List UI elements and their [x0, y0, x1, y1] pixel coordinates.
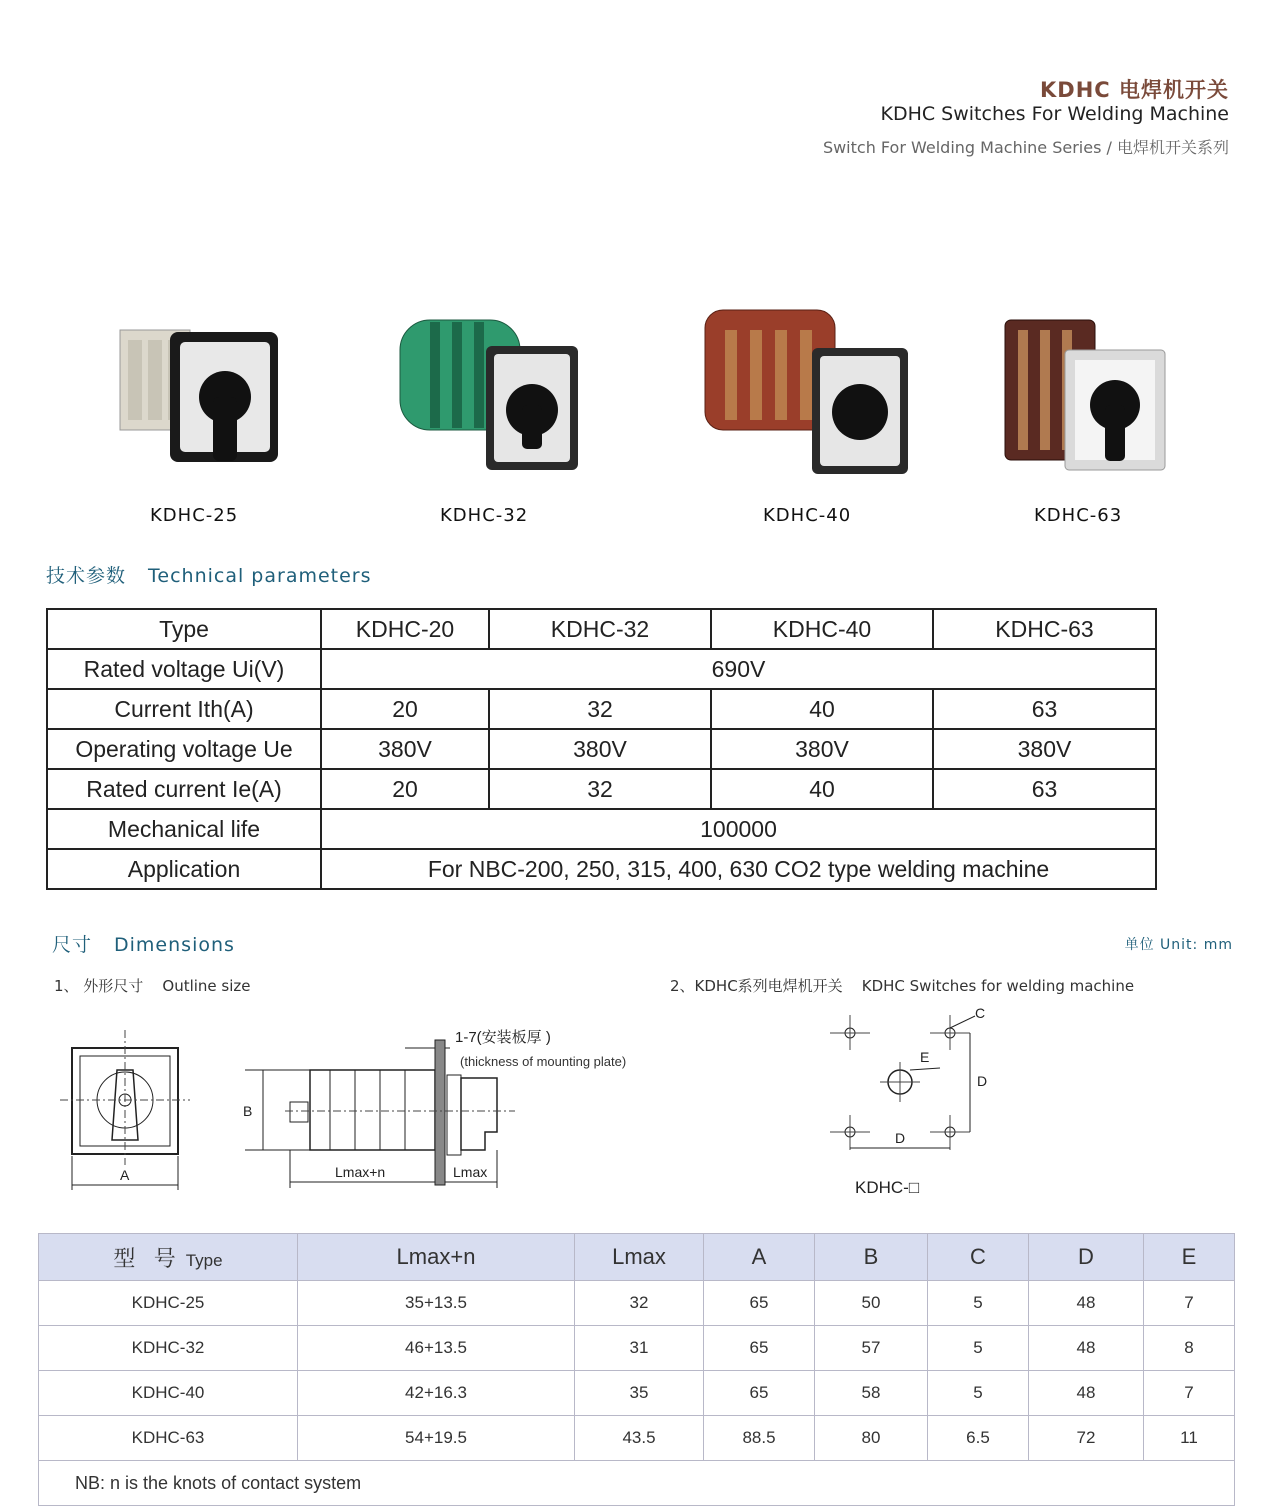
- table-cell: KDHC-20: [321, 609, 489, 649]
- type-cn: 型 号: [113, 1245, 176, 1271]
- table-header-cell: Lmax+n: [298, 1234, 575, 1281]
- technical-parameters-table: [46, 608, 1157, 890]
- table-cell: 380V: [489, 729, 711, 769]
- product-label: KDHC-25: [150, 505, 239, 526]
- table-cell: Current Ith(A): [47, 689, 321, 729]
- table-cell: 43.5: [575, 1416, 704, 1461]
- product-image-kdhc-25: [110, 300, 330, 490]
- table-cell: For NBC-200, 250, 315, 400, 630 CO2 type welding machine: [321, 849, 1156, 889]
- tech-section-title: [46, 561, 394, 588]
- table-cell: 32: [489, 769, 711, 809]
- plate-label: 1-7(安装板厚 ): [455, 1029, 551, 1046]
- table-cell: Application: [47, 849, 321, 889]
- product-image-kdhc-32: [390, 300, 610, 490]
- dim-label-lmaxn: Lmax+n: [335, 1164, 386, 1180]
- table-row: [47, 609, 1156, 649]
- table-row: [47, 689, 1156, 729]
- dim-label-e: E: [920, 1049, 930, 1065]
- table-header-cell: B: [815, 1234, 928, 1281]
- product-label: KDHC-63: [1034, 505, 1123, 526]
- series-label: Switch For Welding Machine Series / 电焊机开关系列: [822, 138, 1229, 157]
- dims-section-title: [52, 930, 257, 957]
- unit-label: 单位 Unit: mm: [1124, 937, 1233, 953]
- table-cell: Rated current Ie(A): [47, 769, 321, 809]
- table-cell: 57: [815, 1326, 928, 1371]
- table-cell: 20: [321, 769, 489, 809]
- table-cell: KDHC-40: [39, 1371, 298, 1416]
- table-cell: 40: [711, 689, 933, 729]
- dimensions-table: [38, 1233, 1235, 1506]
- outline-side-drawing: [235, 1020, 655, 1195]
- table-cell: 35+13.5: [298, 1281, 575, 1326]
- product-image-kdhc-40: [700, 300, 920, 490]
- table-cell: 65: [704, 1326, 815, 1371]
- table-cell: 690V: [321, 649, 1156, 689]
- table-cell: 54+19.5: [298, 1416, 575, 1461]
- table-cell: 31: [575, 1326, 704, 1371]
- dim-label-d-horizontal: D: [895, 1130, 906, 1146]
- table-cell: 72: [1029, 1416, 1144, 1461]
- table-cell: 20: [321, 689, 489, 729]
- dim-label-b: B: [243, 1103, 253, 1119]
- table-row: [47, 849, 1156, 889]
- table-cell: 65: [704, 1371, 815, 1416]
- dims-title-cn: 尺寸: [52, 934, 93, 956]
- page-subtitle: KDHC Switches For Welding Machine: [880, 103, 1229, 125]
- tech-title-cn: 技术参数: [46, 565, 127, 587]
- table-cell: 48: [1029, 1326, 1144, 1371]
- table-cell: 48: [1029, 1371, 1144, 1416]
- table-cell: 32: [575, 1281, 704, 1326]
- table-cell: 48: [1029, 1281, 1144, 1326]
- table-cell: 380V: [711, 729, 933, 769]
- table-note: NB: n is the knots of contact system: [39, 1461, 1235, 1506]
- model-label: KDHC-□: [855, 1178, 920, 1197]
- table-row: [47, 649, 1156, 689]
- product-label: KDHC-40: [763, 505, 852, 526]
- table-row: [39, 1326, 1235, 1371]
- table-cell: 46+13.5: [298, 1326, 575, 1371]
- table-cell: 100000: [321, 809, 1156, 849]
- table-cell: 35: [575, 1371, 704, 1416]
- table-cell: 88.5: [704, 1416, 815, 1461]
- plate-note: (thickness of mounting plate): [460, 1054, 627, 1069]
- table-cell: 63: [933, 689, 1156, 729]
- outline-size-label: 1、 外形尺寸 Outline size: [54, 977, 251, 995]
- table-cell: Mechanical life: [47, 809, 321, 849]
- mounting-hole-drawing: [825, 1000, 1025, 1205]
- table-row: [39, 1281, 1235, 1326]
- table-cell: 11: [1144, 1416, 1235, 1461]
- table-header-cell: E: [1144, 1234, 1235, 1281]
- outline-front-drawing: [60, 1030, 190, 1195]
- table-cell: 42+16.3: [298, 1371, 575, 1416]
- table-cell: 63: [933, 769, 1156, 809]
- table-cell: 380V: [933, 729, 1156, 769]
- table-cell: 5: [928, 1326, 1029, 1371]
- table-header-cell: A: [704, 1234, 815, 1281]
- dim-label-a: A: [120, 1167, 130, 1183]
- table-cell: Rated voltage Ui(V): [47, 649, 321, 689]
- table-header-row: [39, 1234, 1235, 1281]
- dim-label-c: C: [975, 1005, 986, 1021]
- dims-title-en: Dimensions: [114, 934, 235, 956]
- table-cell: KDHC-63: [933, 609, 1156, 649]
- table-cell: 6.5: [928, 1416, 1029, 1461]
- table-cell: 7: [1144, 1371, 1235, 1416]
- page-title: KDHC 电焊机开关: [1039, 78, 1229, 102]
- table-note-row: [39, 1461, 1235, 1506]
- table-cell: 380V: [321, 729, 489, 769]
- table-row: [47, 769, 1156, 809]
- table-cell: KDHC-40: [711, 609, 933, 649]
- table-header-cell: [39, 1234, 298, 1281]
- table-cell: KDHC-32: [39, 1326, 298, 1371]
- table-cell: 7: [1144, 1281, 1235, 1326]
- table-cell: 32: [489, 689, 711, 729]
- table-cell: 80: [815, 1416, 928, 1461]
- type-en: Type: [185, 1250, 223, 1270]
- table-cell: 58: [815, 1371, 928, 1416]
- table-cell: 65: [704, 1281, 815, 1326]
- table-cell: 50: [815, 1281, 928, 1326]
- table-row: [47, 729, 1156, 769]
- product-label: KDHC-32: [440, 505, 529, 526]
- product-image-kdhc-63: [990, 300, 1210, 490]
- table-row: [39, 1416, 1235, 1461]
- table-cell: KDHC-63: [39, 1416, 298, 1461]
- table-cell: KDHC-32: [489, 609, 711, 649]
- dim-label-lmax: Lmax: [453, 1164, 488, 1180]
- mounting-label: 2、KDHC系列电焊机开关 KDHC Switches for welding machine: [670, 977, 1135, 995]
- table-header-cell: D: [1029, 1234, 1144, 1281]
- table-cell: 8: [1144, 1326, 1235, 1371]
- table-cell: KDHC-25: [39, 1281, 298, 1326]
- table-cell: 40: [711, 769, 933, 809]
- dim-label-d-vertical: D: [977, 1073, 988, 1089]
- table-cell: 5: [928, 1281, 1029, 1326]
- table-header-cell: C: [928, 1234, 1029, 1281]
- tech-title-en: Technical parameters: [148, 565, 372, 587]
- table-header-cell: Lmax: [575, 1234, 704, 1281]
- table-cell: 5: [928, 1371, 1029, 1416]
- table-row: [39, 1371, 1235, 1416]
- table-row: [47, 809, 1156, 849]
- table-cell: Operating voltage Ue: [47, 729, 321, 769]
- table-cell: Type: [47, 609, 321, 649]
